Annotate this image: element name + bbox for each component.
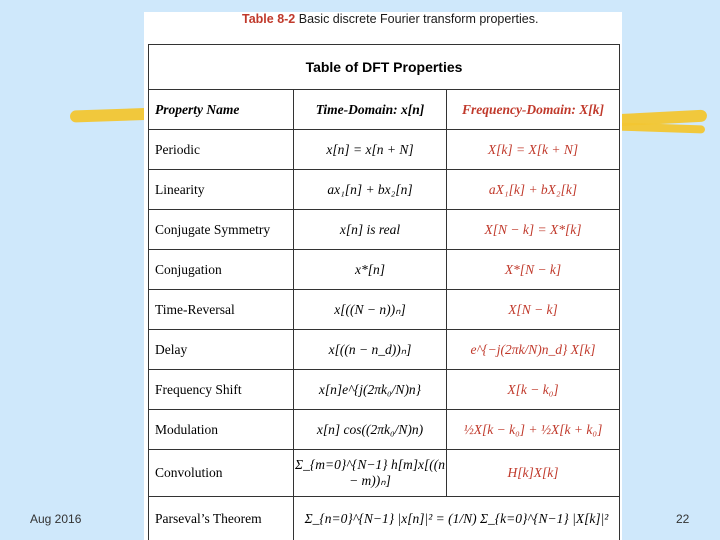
table-row [149,170,620,210]
row-name: Periodic [149,130,294,170]
table-image-panel [144,12,622,540]
row-name: Linearity [149,170,294,210]
row-time: x[((n − n_d))ₙ] [294,330,447,370]
row-name: Time-Reversal [149,290,294,330]
table-row [149,370,620,410]
row-time: x[n] = x[n + N] [294,130,447,170]
table-header-row [149,90,620,130]
table-title-row [149,45,620,90]
row-name: Delay [149,330,294,370]
row-freq: X[N − k] = X*[k] [447,210,620,250]
row-time: x[n] is real [294,210,447,250]
row-name: Parseval’s Theorem [149,497,294,540]
dft-properties-table [148,44,620,540]
row-freq: H[k]X[k] [447,450,620,497]
row-freq: aX₁[k] + bX₂[k] [447,170,620,210]
table-row [149,250,620,290]
row-time: Σ_{n=0}^{N−1} |x[n]|² = (1/N) Σ_{k=0}^{N−1} |X[k]|² [294,497,620,540]
table-row [149,410,620,450]
table-row [149,210,620,250]
row-name: Conjugate Symmetry [149,210,294,250]
header-property-name: Property Name [149,90,294,130]
row-time: Σ_{m=0}^{N−1} h[m]x[((n − m))ₙ] [294,450,447,497]
row-time: x[((N − n))ₙ] [294,290,447,330]
header-frequency-domain: Frequency-Domain: X[k] [447,90,620,130]
row-name: Modulation [149,410,294,450]
page-number: 22 [676,512,690,526]
row-freq: X[k] = X[k + N] [447,130,620,170]
row-name: Conjugation [149,250,294,290]
caption-text: Basic discrete Fourier transform properties. [298,12,539,26]
table-title: Table of DFT Properties [149,45,620,90]
row-time: ax₁[n] + bx₂[n] [294,170,447,210]
row-name: Convolution [149,450,294,497]
row-freq: X*[N − k] [447,250,620,290]
row-freq: X[N − k] [447,290,620,330]
table-row [149,450,620,497]
row-time: x*[n] [294,250,447,290]
caption-number: Table 8-2 [242,12,296,26]
table-row [149,290,620,330]
row-time: x[n] cos((2πk₀/N)n) [294,410,447,450]
footer-date: Aug 2016 [30,512,82,526]
row-time: x[n]e^{j(2πk₀/N)n} [294,370,447,410]
row-freq: e^{−j(2πk/N)n_d} X[k] [447,330,620,370]
table-row [149,330,620,370]
table-row [149,497,620,540]
row-freq: ½X[k − k₀] + ½X[k + k₀] [447,410,620,450]
table-caption [242,12,538,26]
table-row [149,130,620,170]
header-time-domain: Time-Domain: x[n] [294,90,447,130]
row-freq: X[k − k₀] [447,370,620,410]
row-name: Frequency Shift [149,370,294,410]
